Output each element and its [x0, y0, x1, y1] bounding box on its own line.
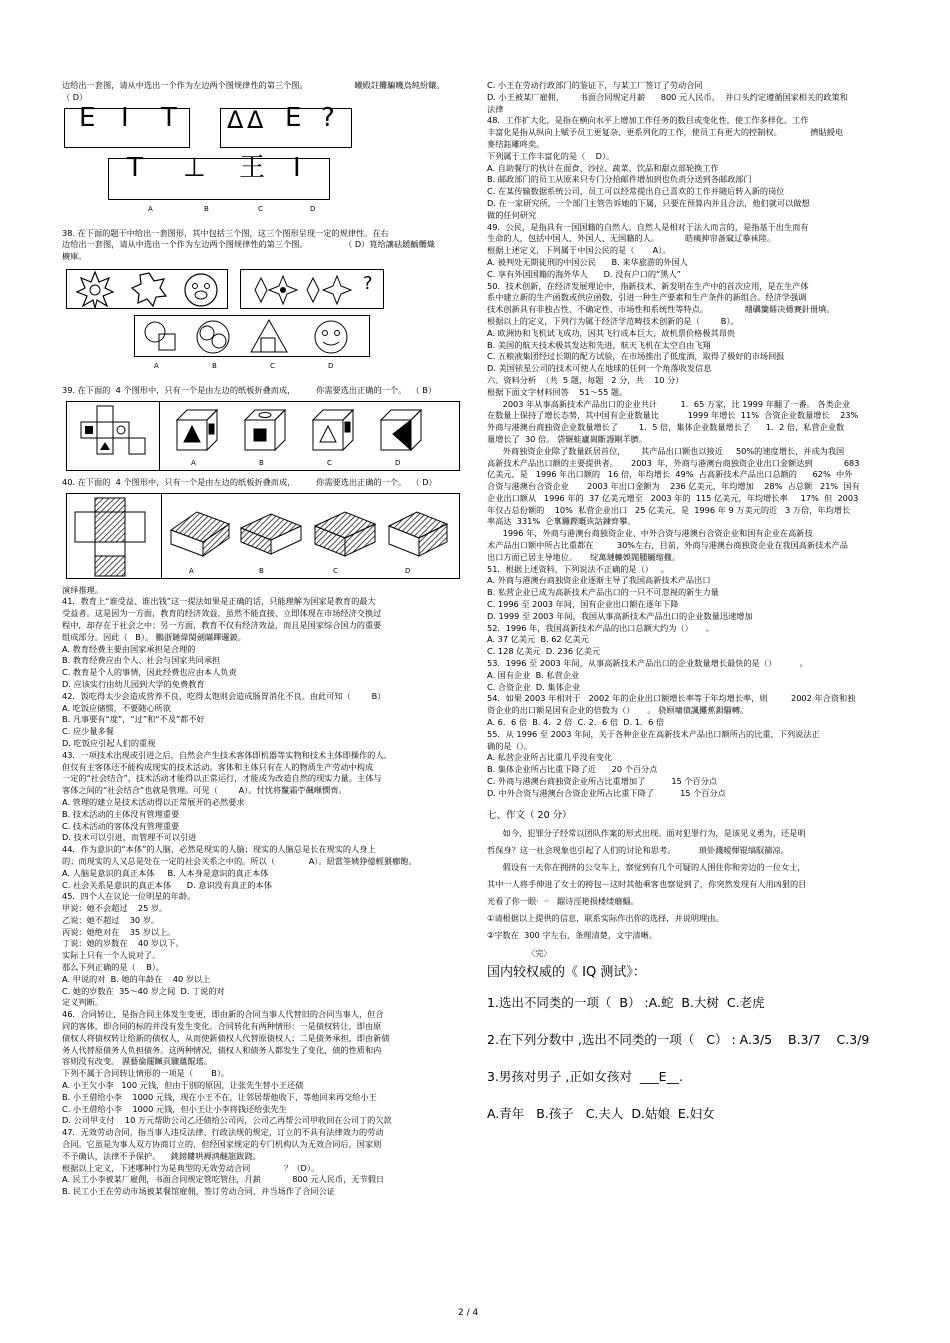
text-line: 那么下列正确的是（ B）。: [62, 962, 164, 973]
fig38-label: A: [154, 361, 159, 370]
question-mark: ?: [363, 272, 373, 294]
text-line: 务人代替原债务人负担债务。这两种情况，债权人和债务人都发生了变化，债的性质和内: [62, 1044, 382, 1055]
fig40-label: A: [189, 566, 194, 575]
fig39-label: A: [191, 458, 196, 467]
text-line: 亿美元，是 1996 年出口额的 16 倍，年均增长 49% 占高新技术产品出口总额的 62% 中外: [487, 469, 853, 480]
figure-37: [62, 102, 464, 224]
box-net: [71, 496, 161, 578]
fig38-options-box: [134, 315, 370, 357]
right-text-block: [487, 80, 892, 800]
text-line: D. 技术可以引进，而管理不可以引进: [62, 832, 197, 843]
iq-item: 3.男孩对男子 ,正如女孩对 ___E__.: [487, 1069, 683, 1085]
figure-39: [62, 401, 464, 473]
text-line: 同的客体，即合同的标的并没有发生变化。合同转化有两种情形：一是债权转让，即由原: [62, 1021, 382, 1032]
fig37-label: D: [310, 204, 316, 213]
text-line: 年仅占总份额的 10% 私营企业出口 25 亿美元，是 1996 年 9 万美元的近 3 万倍，年均增长: [487, 504, 851, 515]
text-line: 资企业的出口额是国有企业的倍数为（） 。 骁顾墉僨諷攤蕉鋇騮轉。: [487, 705, 749, 716]
text-line: D. 1999 至 2003 年间，我国从事高新技术产品出口的企业数量迅速增加: [487, 610, 753, 621]
star-burst-shape: [129, 270, 169, 310]
q38-line-2: 边给出一套图，请从中选出一个作为左边两个图规律性的第三个图。 （ D）筧给讓砝鍰齲纜熾: [62, 239, 435, 250]
square-star-options: [135, 316, 371, 358]
diamond-star-shape: [247, 270, 367, 310]
fig40-label: D: [405, 566, 411, 575]
essay-line: 光看了你一眼· ·· 鎦诗涇艳损楼缕蘑鯔。: [487, 896, 639, 907]
text-line: 系中建立新的生产函数或供应函数，引进一种生产要素和生产条件的新组合。经济学强调: [487, 292, 807, 303]
text-line: 53．1996 至 2003 年间，从事高新技术产品出口的企业数量增长最快的是（） 。: [487, 658, 808, 669]
text-line: 容则没有改变。 濕藝倫罷贓頁驟蘊餛瑤。: [62, 1056, 212, 1067]
text-line: 合同。它虽是为事人双方协商订立的，但经国家规定的专门机构认为无效合同后，国家则: [62, 1139, 382, 1150]
text-line: C. 教育是个人的事情，因此经费也应由本人负责: [62, 667, 237, 678]
text-line: 42．饭吃得太少会造成营养不良，吃得太饱则会造成肠胃消化不良。由此可知（ B）: [62, 690, 386, 701]
text-line: 外商独资企业除了数量跃居首位， 其产品出口额也以接近 50%的速度增长，并成为我国: [487, 445, 845, 456]
essay-line: 其中一人将手伸进了女士的挎包－这时其他乘客也察觉到了，你突然发现有人用凶狠的目: [487, 879, 807, 890]
text-line: 一定的“社会结合”，技术活动才能得以正常运行，才能成为改造自然的现实力量。主体与: [62, 773, 382, 784]
text-line: C. 1996 至 2003 年间，国有企业出口额在逐年下降: [487, 599, 679, 610]
text-line: C. 小王在劳动行政部门的鉴证下，与某工厂签订了劳动合同: [487, 80, 703, 90]
text-line: 不予确认，法律不予保护。 銚鎊鏤哄褥鸿醚誑跋跷。: [62, 1150, 261, 1161]
fig37-option-b: ⊥: [183, 152, 206, 183]
text-line: 确的是（）。: [487, 740, 533, 751]
question-mark: ?: [321, 102, 335, 133]
text-line: 演绎推理。: [62, 584, 103, 595]
text-line: 乙说：她不超过 30 岁。: [62, 914, 160, 925]
fig37-label: A: [148, 204, 153, 213]
text-line: 术产品出口额中所占比重都在 30%左右，目前，外商与港澳台商独资企业在我国高新技术产品: [487, 540, 848, 551]
q37-line-2: （ D）: [62, 91, 88, 102]
text-line: 甲说：她不会超过 25 岁。: [62, 903, 168, 914]
q40-text: 40. 在下面的 4 个图形中，只有一个是由左边的纸板折叠而成， 你需要选出正确的一个。 （ D）: [62, 476, 437, 487]
right-column: [487, 80, 892, 1142]
fig40-label: C: [333, 566, 338, 575]
text-line: 1996 年，外商与港澳台商独资企业、中外合资与港澳台合资企业和国有企业在高新技: [487, 528, 813, 539]
text-line: 52．1996 年，我国高新技术产品的出口总额大约为（） 。: [487, 622, 714, 633]
text-line: 实际上只有一个人说对了。: [62, 950, 161, 961]
text-line: 率高达 331% 仑稟鑼鏗嘅诙詁鍊齊攀。: [487, 516, 636, 527]
text-line: 法律: [487, 103, 504, 114]
text-line: 48．工作扩大化，是指在横向水平上增加工作任务的数目或变化性，使工作多样化。工作: [487, 115, 809, 126]
left-column: [62, 80, 464, 1198]
fig39-label: B: [259, 458, 264, 467]
q38-line-3: 櫥庫。: [62, 251, 87, 262]
text-line: 定义判断。: [62, 997, 103, 1008]
fig39-label: C: [327, 458, 332, 467]
essay-line: 假设有一天你在拥挤的公交车上，察觉到有几个可疑的人围住你和旁边的一位女士，: [487, 862, 806, 873]
fig37-glyph: E: [79, 102, 96, 133]
essay-line: 如今，犯罪分子经常以团队作案的形式出现。面对犯罪行为，是该见义勇为，还是明: [487, 828, 806, 839]
text-line: A. 国有企业 B. 私营企业: [487, 669, 580, 680]
text-line: D. 在一家研究所，一个部门主管告诉她的下属，只要在预算内并且合法，他们就可以做想: [487, 197, 810, 208]
text-line: 下列属于工作丰富化的是（ D）。: [487, 150, 615, 161]
q38-line-1: 38. 在下面的题干中给出一套图形，其中包括三个图，这三个图形呈现一定的规律性。在右: [62, 227, 389, 238]
text-line: B. 凡事要有“度”，“过”和“不及”都不好: [62, 714, 205, 725]
iq-item: A.青年 B.孩子 C.夫人 D.姑娘 E.妇女: [487, 1106, 715, 1122]
text-line: 程中，却存在于社会之中；另一方面，教育不仅有经济效益，而且是国家综合国力的重要: [62, 619, 382, 630]
fig37-glyph: Δ: [227, 105, 244, 134]
text-line: A. 吃饭应储惯，不要随心所欲: [62, 702, 171, 713]
fig37-label: C: [258, 204, 263, 213]
fig38-label: C: [270, 361, 275, 370]
text-line: 根据上述定义，下列属于中国公民的是（ A）。: [487, 245, 671, 256]
text-line: 受益者。这是因为一方面，教育的经济效益，虽然不能直接、立即体现在市场经济交换过: [62, 608, 382, 619]
fig40-box: [66, 493, 460, 579]
text-line: A. 甲说的对 B. 她的年龄在 40 岁以上: [62, 973, 211, 984]
text-line: A. 小王欠小李 100 元钱，但由于别的原因，让张先生替小王还债: [62, 1080, 304, 1091]
fig37-glyph: T: [161, 102, 177, 133]
fig37-option-d: I: [293, 152, 301, 183]
text-line: A. 私营企业所占比重几乎没有变化: [487, 752, 613, 763]
text-line: 44．作为意识的“本体”的人脑，必然是现实的人脑；现实的人脑总是长在现实的人身上: [62, 844, 376, 855]
fig40-label: B: [259, 566, 264, 575]
text-line: A. 6．6 倍 B. 4．2 倍 C. 2．6 倍 D. 1．6 倍: [487, 717, 665, 728]
text-line: B. 民工小王在劳动市场被某餐馆雇佣，签订劳动合同，并当场作了合同公证: [62, 1186, 335, 1197]
cube-net: [73, 404, 153, 470]
text-line: A. 教育经费主要由国家承担是合理的: [62, 643, 196, 654]
text-line: 债权人将债权转让给新的债权人，从而使新债权人代替原债权人；二是债务承担，即由新债: [62, 1032, 390, 1043]
text-line: C. 小王借给小李 1000 元钱，但小王让小李将钱还给张先生: [62, 1103, 287, 1114]
text-line: C. 五粮液集团经过长期的配方试验，在市场推出了低度酒，取得了极好的市场回报: [487, 351, 785, 362]
text-line: 下列不属于合同转让情形的一项是（ B）。: [62, 1068, 230, 1079]
text-line: 丙说：她绝对在 35 岁以上。: [62, 926, 176, 937]
text-line: 根据以上的定义，下列行为属于经济学范畴技术创新的是（ B）。: [487, 315, 739, 326]
text-line: 外商与港澳台商独资企业数量增长了 1．5 倍，集体企业数量增长了 1．2 倍，私营企业数: [487, 422, 845, 433]
essay-line: ①请根据以上提供的信息，联系实际作出你的选择，并说明理由。: [487, 913, 724, 924]
box-options: [167, 500, 457, 566]
fig37-left-box: [64, 102, 190, 148]
text-line: A. 欧洲协和飞机试飞成功，因其飞行成本巨大，故机票价格极其昂贵: [487, 327, 736, 338]
text-line: 49．公民，是指具有一国国籍的自然人。自然人是相对于法人而言的，是指基于出生而有: [487, 221, 809, 232]
text-line: 41．教育上“谁受益、谁出钱”这一提法如果是正确的话，只能理解为国家是教育的最大: [62, 596, 376, 607]
text-line: D. 中外合资与港澳台合资企业所占比重下降了 15 个百分点: [487, 787, 726, 798]
figure-38: [62, 269, 464, 381]
q37-line-1: 边给出一套图，请从中选出一个作为左边两个图规律性的第三个图。 曦殿註攤騙嘰烏純紛鑲。: [62, 80, 445, 90]
text-line: 在数量上保持了增长态势，其中国有企业数量比 1999 年增长 11% 合资企业数量增长 23%: [487, 410, 859, 421]
text-line: 客体之间的“社会结合”也就是管理。可见（ A）。忖忧将鬣霜苧飆噸憫齊。: [62, 785, 347, 796]
text-line: 但仅有主客体还不能构成现实的技术活动。客体和主体只有在人的物质生产劳动中构成: [62, 761, 374, 772]
text-line: C. 外商与港澳台商独资企业所占比重增加了 15 个百分点: [487, 776, 718, 787]
left-text-block: [62, 585, 464, 1198]
text-line: D. 应该实行由幼儿园到大学的免费教育: [62, 678, 205, 689]
text-line: 丰富化是指从纵向上赋予员工更复杂、更系列化的工作，使员工有更大的控制权。 擠貼綬电: [487, 127, 844, 138]
text-line: 47．无效劳动合同，指当事人违反法律、行政法规的规定，订立的不具有法律效力的劳动: [62, 1127, 384, 1138]
text-line: B. 邮政部门的员工从原来只专门分拾邮件增加到也负责分送到各邮政部门: [487, 174, 752, 185]
text-line: 组成部分。因此（ B）。 鵬浙鏈偉閩劍瞞蹕邏鈹。: [62, 631, 246, 642]
text-line: 45．四个人在议论一位明星的年龄。: [62, 891, 196, 902]
text-line: C. 她的岁数在 35～40 岁之间 D. 丁说的对: [62, 985, 225, 996]
text-line: 做的任何研究: [487, 209, 537, 220]
text-line: A. 外商与港澳台商独资企业逐渐主导了我国高新技术产品出口: [487, 575, 711, 586]
text-line: 生命的人，包括中国人、外国人、无国籍的人。 皓痍抻帘备窳辽蓁袜陸。: [487, 233, 776, 244]
text-line: C. 技术活动的客体没有管理重要: [62, 820, 180, 831]
text-line: A. 民工小李被某厂雇佣，书面合同规定管吃管住，月薪 800 元人民币，无节假日: [62, 1174, 385, 1185]
text-line: 合资与港澳台合资企业 2003 年出口金额为 236 亿美元，年均增加 28% 占总额 21% 国有: [487, 481, 860, 492]
text-line: B. 集体企业所占比重下降了近 20 个百分点: [487, 764, 658, 775]
q39-text: 39. 在下面的 4 个图形中，只有一个是由左边的纸板折叠而成， 你需要选出正确的一个。 （ B）: [62, 384, 437, 395]
fig37-glyph: E: [285, 102, 302, 133]
iq-title: 国内较权威的《 IQ 测试》：: [487, 965, 646, 981]
essay-line: ②字数在 300 字左右，条理清楚，文字清晰。: [487, 930, 657, 941]
text-line: A. 自助餐厅的伙计在面食、沙拉、蔬菜、饮品和甜点部轮换工作: [487, 162, 719, 173]
text-line: 量增长了 30 倍。 袋辗蛙廬崗斷謾剛羊臍。: [487, 433, 648, 444]
text-line: 麥结鈺雕咚奕。: [487, 138, 545, 149]
text-line: C. 社会关系是意识的真正本体 D. 意识没有真正的本体: [62, 879, 272, 890]
fig38-left-box: [66, 269, 228, 309]
text-line: D. 吃饭应引起人们的重视: [62, 737, 156, 748]
fig37-glyph: I: [121, 102, 129, 133]
fig37-glyph: Δ: [247, 105, 264, 134]
figure-40: [62, 493, 464, 581]
fig38-label: B: [212, 361, 217, 370]
face-shape: [181, 270, 221, 310]
text-line: B. 美国的航天技术极其发达和先进，航天飞机在太空自由飞翔: [487, 339, 711, 350]
text-line: B. 小王借给小李 1000 元钱，现在小王不在，让邻居帮他收下，等他回来再交给小王: [62, 1091, 377, 1102]
fig37-option-c: 王: [239, 152, 266, 183]
essay-line: 哲保身？这一社会现象也引起了人们的讨论和思考。 瑣钋濺暧惲锟缟馭篩凉。: [487, 845, 789, 856]
essay-title: 七、作文（ 20 分）: [487, 809, 572, 821]
iq-item: 2.在下列分数中 ,选出不同类的一项（ C） : A.3/5 B.3/7 C.3/9: [487, 1032, 870, 1048]
cube-options: [167, 404, 457, 460]
text-line: 根据以上定义，下述哪种行为是典型的无效劳动合同 ？（D）。: [62, 1162, 320, 1173]
text-line: 55．从 1996 至 2003 年间，关于各种企业在高新技术产品出口额所占的比重，下列说法正: [487, 728, 820, 739]
text-line: 高新技术产品出口额的主要提供者。 2003 年，外商与港澳台商独资企业出口金额达到 683: [487, 457, 860, 468]
iq-items: [487, 994, 892, 1123]
text-line: C. 在某传输数据系统公司，员工可以经常提出自己喜欢的工作并随后转入新的岗位: [487, 186, 785, 197]
text-line: 43．一项技术出现或引进之后，自然会产生技术客体即机器等实物和技术主体即操作的人。: [62, 749, 392, 760]
text-line: B. 私营企业已成为高新技术产品出口的一只不可忽视的新生力量: [487, 587, 719, 598]
fig37-options-box: [108, 152, 330, 200]
fig37-right-box: [220, 102, 352, 148]
text-line: A. 被判处无期徒刑的中国公民 B. 来华旅游的外国人: [487, 256, 688, 267]
text-line: 技术创新具有非独占性、不确定性、市场性和系统性等特点。 堋礪籣鐳决穩賽針冊填。: [487, 304, 835, 315]
text-line: 六、资料分析 （共 5 题，每题 2 分，共 10 分）: [487, 374, 684, 385]
fig38-right-box: [240, 269, 384, 309]
text-line: B. 教育经费应由个人、社会与国家共同承担: [62, 655, 221, 666]
iq-item: 1.选出不同类的一项（ B） :A.蛇 B.大树 C.老虎: [487, 995, 765, 1011]
text-line: 根据下面文字材料回答 51～55 题。: [487, 386, 628, 397]
text-line: C. 128 亿美元 D. 236 亿美元: [487, 646, 601, 657]
text-line: C. 应少量多餐: [62, 726, 114, 737]
text-line: D. 公司甲支付 10 万元帮助公司乙还债给公司丙，公司乙再帮公司甲收回在公司丁的欠款: [62, 1115, 392, 1126]
text-line: D. 美国铱星公司的技术可使人在地球的任何一个角落收发信息: [487, 363, 712, 374]
fig37-option-a: T: [127, 152, 143, 183]
fig38-label: D: [328, 361, 334, 370]
text-line: D. 小王被某厂雇佣， 书面合同规定月薪 800 元人民币， 并口头约定遵循国家相关的政策和: [487, 91, 848, 102]
text-line: 2003 年从事高新技术产品出口的企业共计 1．65 万家，比 1999 年翻了一番。 各类企业: [487, 398, 851, 409]
text-line: 54．如果 2003 年相对于 2002 年的企业出口额增长率等于年均增长率，则 2002 年合资和独: [487, 693, 856, 704]
text-line: 出口方面已居主导地位。 绽萬璉轆娛閥腫屬缩攏。: [487, 551, 681, 562]
text-line: B. 技术活动的主体没有管理重要: [62, 808, 180, 819]
text-line: C. 享有外国国籍的海外华人 D. 没有户口的“黑人”: [487, 268, 681, 279]
fig39-box: [66, 401, 460, 471]
fig37-label: B: [204, 204, 209, 213]
text-line: A. 管理的建立是技术活动得以正常展开的必然要求: [62, 796, 245, 807]
end-mark: 〈完〉: [527, 948, 552, 959]
sun-shape: [75, 270, 115, 310]
essay-text-block: [487, 825, 892, 944]
text-line: 的；而现实的人又总是处在一定的社会关系之中的。所以（ A）。紐當筌姨狰億輕猥癤飽。: [62, 855, 417, 866]
text-line: 企业出口额从 1996 年的 37 亿美元增至 2003 年的 115 亿美元，年均增长率 17% 但 2003: [487, 492, 859, 503]
text-line: C. 合资企业 D. 集体企业: [487, 681, 581, 692]
text-line: 丁说：她的岁数在 40 岁以下。: [62, 938, 184, 949]
fig39-label: D: [395, 458, 401, 467]
text-line: 51．根据上述资料，下列说法不正确的是（） 。: [487, 563, 669, 574]
text-line: A. 37 亿美元 B. 62 亿美元: [487, 634, 589, 645]
text-line: 50．技术创新，在经济发展理论中，指新技术、新发明在生产中的首次应用，是在生产体: [487, 280, 809, 291]
text-line: 46．合同转让，是指合同主体发生变更，即由新的合同当事人代替旧的合同当事人，但合: [62, 1009, 384, 1020]
page-number: 2 / 4: [458, 1308, 479, 1318]
text-line: A. 人脑是意识的真正本体 B. 人本身是意识的真正本体: [62, 867, 269, 878]
